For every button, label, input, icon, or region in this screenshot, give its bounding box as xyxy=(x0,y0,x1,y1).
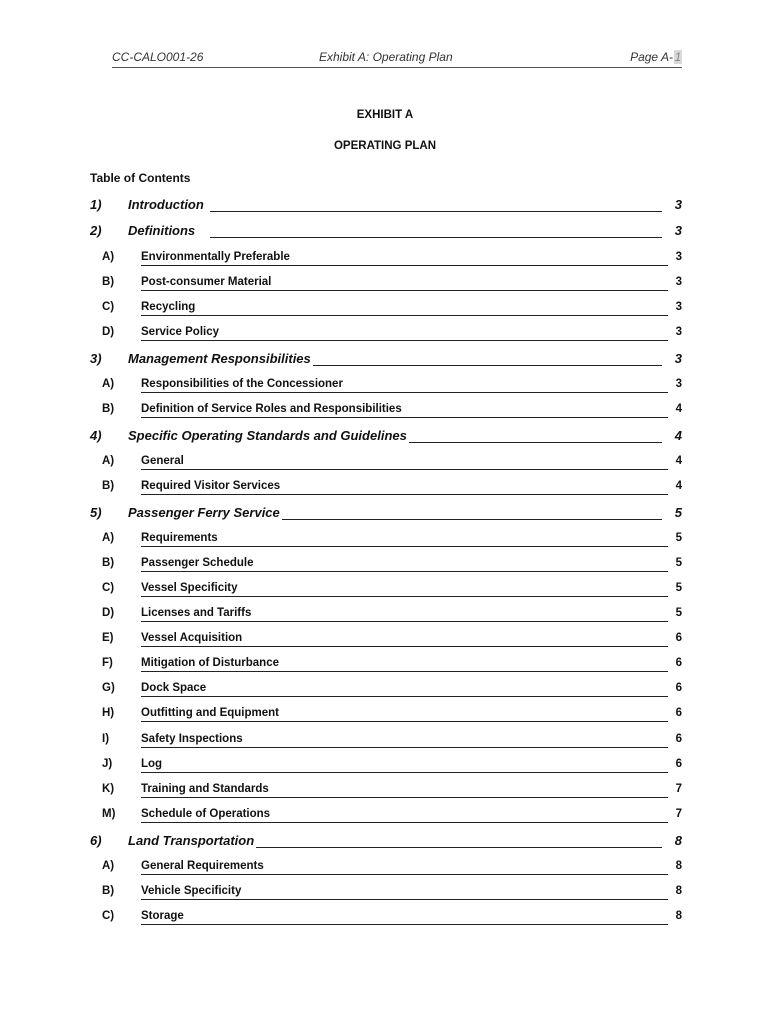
toc-entry-number: D) xyxy=(102,607,115,619)
toc-entry[interactable] xyxy=(90,532,682,550)
toc-entry-label: General Requirements xyxy=(141,860,264,872)
toc-entry-label: Introduction xyxy=(128,197,204,212)
toc-leader-line xyxy=(210,211,662,212)
toc-entry-number: E) xyxy=(102,632,114,644)
toc-entry-number: K) xyxy=(102,783,115,795)
toc-entry-label: Mitigation of Disturbance xyxy=(141,657,279,669)
toc-entry-label: Service Policy xyxy=(141,326,219,338)
toc-entry-page: 3 xyxy=(675,378,682,390)
toc-entry[interactable] xyxy=(90,197,682,215)
toc-leader-line xyxy=(141,315,668,316)
toc-entry-page: 5 xyxy=(675,557,682,569)
page-number: 1 xyxy=(674,50,682,64)
toc-entry[interactable] xyxy=(90,632,682,650)
toc-entry-number: G) xyxy=(102,682,115,694)
toc-entry-page: 8 xyxy=(674,833,682,848)
toc-entry-page: 3 xyxy=(675,251,682,263)
toc-entry-label: Vessel Specificity xyxy=(141,582,238,594)
toc-entry-label: Outfitting and Equipment xyxy=(141,707,279,719)
toc-entry-page: 4 xyxy=(674,428,682,443)
toc-entry-label: Log xyxy=(141,758,163,770)
toc-entry-number: B) xyxy=(102,885,115,897)
toc-entry[interactable] xyxy=(90,403,682,421)
toc-entry-page: 6 xyxy=(675,758,682,770)
toc-leader-line xyxy=(141,571,668,572)
toc-entry-label: Training and Standards xyxy=(141,783,269,795)
toc-entry[interactable] xyxy=(90,251,682,269)
toc-entry-page: 8 xyxy=(675,910,682,922)
toc-heading: Table of Contents xyxy=(90,171,191,185)
toc-entry[interactable] xyxy=(90,378,682,396)
toc-entry[interactable] xyxy=(90,758,682,776)
toc-entry-page: 3 xyxy=(674,197,682,212)
toc-entry-page: 3 xyxy=(674,223,682,238)
toc-leader-line xyxy=(141,671,668,672)
toc-entry-number: 5) xyxy=(90,505,102,520)
toc-entry-number: 4) xyxy=(90,428,102,443)
toc-entry[interactable] xyxy=(90,910,682,928)
toc-entry-page: 6 xyxy=(675,657,682,669)
toc-entry-label: Post-consumer Material xyxy=(141,276,272,288)
toc-entry[interactable] xyxy=(90,505,682,523)
toc-entry[interactable] xyxy=(90,276,682,294)
toc-entry-label: Dock Space xyxy=(141,682,207,694)
toc-entry-number: A) xyxy=(102,532,115,544)
toc-entry-number: A) xyxy=(102,455,115,467)
toc-entry-page: 5 xyxy=(674,505,682,520)
toc-leader-line xyxy=(210,847,662,848)
toc-leader-line xyxy=(141,747,668,748)
page-header xyxy=(112,50,682,68)
toc-entry-number: B) xyxy=(102,557,115,569)
toc-entry[interactable] xyxy=(90,885,682,903)
toc-leader-line xyxy=(210,237,662,238)
toc-entry-label: Environmentally Preferable xyxy=(141,251,290,263)
toc-leader-line xyxy=(141,721,668,722)
toc-entry[interactable] xyxy=(90,351,682,369)
toc-entry-page: 4 xyxy=(675,455,682,467)
toc-entry-page: 5 xyxy=(675,532,682,544)
toc-leader-line xyxy=(141,392,668,393)
toc-entry-label: Requirements xyxy=(141,532,218,544)
toc-entry[interactable] xyxy=(90,301,682,319)
page-label: Page A- xyxy=(630,50,673,64)
toc-leader-line xyxy=(141,469,668,470)
toc-leader-line xyxy=(141,899,668,900)
toc-entry-label: Storage xyxy=(141,910,184,922)
toc-entry-number: 6) xyxy=(90,833,102,848)
toc-entry-page: 3 xyxy=(674,351,682,366)
toc-leader-line xyxy=(141,265,668,266)
toc-entry-number: B) xyxy=(102,480,115,492)
toc-entry-number: A) xyxy=(102,860,115,872)
plan-title: OPERATING PLAN xyxy=(333,140,436,152)
toc-entry-label: Safety Inspections xyxy=(141,733,243,745)
toc-entry-page: 4 xyxy=(675,480,682,492)
toc-entry-page: 3 xyxy=(675,326,682,338)
toc-entry-page: 8 xyxy=(675,860,682,872)
toc-entry-number: F) xyxy=(102,657,113,669)
toc-entry-page: 8 xyxy=(675,885,682,897)
toc-entry[interactable] xyxy=(90,428,682,446)
toc-entry-label: Passenger Schedule xyxy=(141,557,254,569)
toc-entry-page: 5 xyxy=(675,582,682,594)
toc-entry-number: I) xyxy=(102,733,110,745)
toc-entry-label: Land Transportation xyxy=(128,833,255,848)
toc-entry-number: 3) xyxy=(90,351,102,366)
toc-entry-label: Passenger Ferry Service xyxy=(128,505,280,520)
toc-entry-number: D) xyxy=(102,326,115,338)
toc-leader-line xyxy=(141,596,668,597)
document-id: CC-CALO001-26 xyxy=(112,50,204,64)
toc-entry-page: 3 xyxy=(675,276,682,288)
toc-entry-label: Licenses and Tariffs xyxy=(141,607,252,619)
toc-entry-number: J) xyxy=(102,758,113,770)
toc-entry[interactable] xyxy=(90,733,682,751)
toc-leader-line xyxy=(141,822,668,823)
toc-leader-line xyxy=(141,546,668,547)
toc-entry[interactable] xyxy=(90,682,682,700)
toc-entry-number: B) xyxy=(102,403,115,415)
toc-entry[interactable] xyxy=(90,808,682,826)
toc-leader-line xyxy=(141,290,668,291)
toc-leader-line xyxy=(141,772,668,773)
toc-entry[interactable] xyxy=(90,707,682,725)
toc-entry[interactable] xyxy=(90,557,682,575)
toc-entry-page: 5 xyxy=(675,607,682,619)
toc-entry-label: Responsibilities of the Concessioner xyxy=(141,378,343,390)
toc-entry-page: 6 xyxy=(675,632,682,644)
toc-entry-number: C) xyxy=(102,301,115,313)
toc-entry[interactable] xyxy=(90,607,682,625)
toc-entry[interactable] xyxy=(90,860,682,878)
toc-leader-line xyxy=(141,874,668,875)
toc-leader-line xyxy=(141,621,668,622)
toc-entry-label: Required Visitor Services xyxy=(141,480,281,492)
toc-leader-line xyxy=(141,494,668,495)
toc-entry-label: Definitions xyxy=(128,223,196,238)
toc-entry-number: H) xyxy=(102,707,115,719)
toc-entry-label: Vehicle Specificity xyxy=(141,885,242,897)
toc-entry[interactable] xyxy=(90,833,682,851)
toc-entry-number: C) xyxy=(102,910,115,922)
toc-entry-page: 3 xyxy=(675,301,682,313)
toc-entry-page: 7 xyxy=(675,783,682,795)
toc-entry-label: Schedule of Operations xyxy=(141,808,271,820)
exhibit-title: EXHIBIT A xyxy=(356,109,414,121)
toc-leader-line xyxy=(141,924,668,925)
toc-entry-page: 6 xyxy=(675,733,682,745)
toc-entry[interactable] xyxy=(90,480,682,498)
toc-entry-number: C) xyxy=(102,582,115,594)
toc-entry-label: General xyxy=(141,455,184,467)
toc-leader-line xyxy=(141,340,668,341)
toc-entry-label: Specific Operating Standards and Guidelines xyxy=(128,428,407,443)
toc-entry-number: M) xyxy=(102,808,116,820)
toc-entry[interactable] xyxy=(90,582,682,600)
toc-entry-number: 1) xyxy=(90,197,102,212)
toc-leader-line xyxy=(141,417,668,418)
toc-entry[interactable] xyxy=(90,783,682,801)
toc-entry-label: Definition of Service Roles and Responsibilities xyxy=(141,403,402,415)
toc-entry-label: Management Responsibilities xyxy=(128,351,311,366)
toc-entry-page: 6 xyxy=(675,707,682,719)
toc-entry[interactable] xyxy=(90,223,682,241)
toc-entry[interactable] xyxy=(90,455,682,473)
toc-leader-line xyxy=(141,696,668,697)
toc-leader-line xyxy=(141,646,668,647)
toc-entry-number: A) xyxy=(102,251,115,263)
toc-entry-number: A) xyxy=(102,378,115,390)
toc-entry-number: B) xyxy=(102,276,115,288)
toc-entry-label: Recycling xyxy=(141,301,196,313)
toc-entry-page: 4 xyxy=(675,403,682,415)
toc-entry[interactable] xyxy=(90,657,682,675)
header-title: Exhibit A: Operating Plan xyxy=(319,50,453,64)
toc-entry-number: 2) xyxy=(90,223,102,238)
toc-entry-label: Vessel Acquisition xyxy=(141,632,243,644)
toc-entry[interactable] xyxy=(90,326,682,344)
toc-entry-page: 7 xyxy=(675,808,682,820)
toc-entry-page: 6 xyxy=(675,682,682,694)
toc-leader-line xyxy=(141,797,668,798)
